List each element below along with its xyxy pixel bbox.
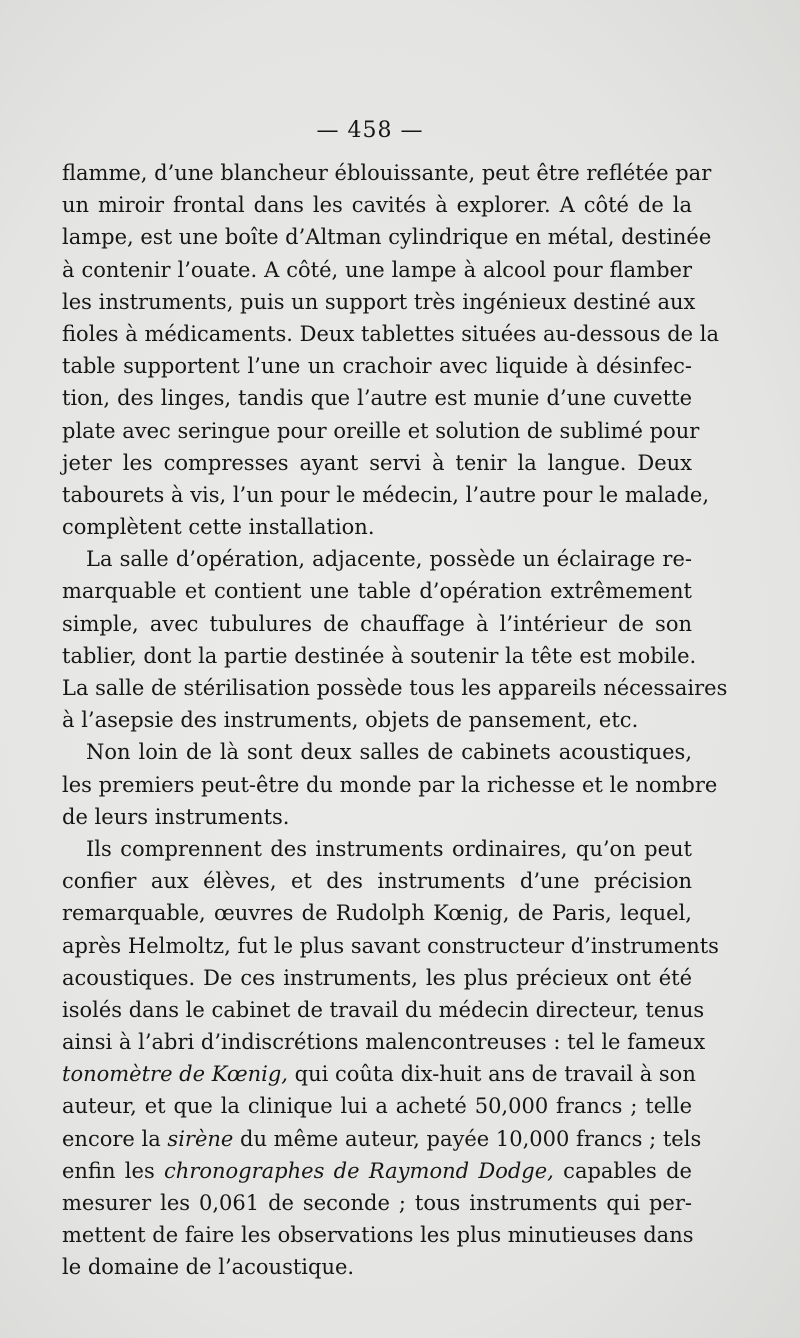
italic-term: sirène xyxy=(167,1126,234,1151)
italic-term: tonomètre de Kœnig, xyxy=(62,1062,288,1087)
text-line: La salle de stérilisation possède tous les appareils nécessaires xyxy=(62,676,728,700)
text-line: simple, avec tubulures de chauffage à l’intérieur de son xyxy=(62,611,692,636)
text-line: mettent de faire les observations les plus minutieuses dans xyxy=(62,1223,694,1248)
text-run: encore la xyxy=(62,1126,168,1151)
page-number: — 458 — xyxy=(316,118,424,143)
text-line: mesurer les 0,061 de seconde ; tous instruments qui per- xyxy=(62,1191,692,1215)
italic-term: chronographes de Raymond Dodge, xyxy=(164,1158,554,1183)
text-line: lampe, est une boîte d’Altman cylindrique en métal, destinée xyxy=(62,225,712,250)
paragraph-start: Non loin de là sont deux salles de cabinets acoustiques, xyxy=(86,740,692,765)
text-line: ainsi à l’abri d’indiscrétions malencontreuses : tel le fameux xyxy=(62,1030,706,1055)
paragraph-start: La salle d’opération, adjacente, possède un éclairage re- xyxy=(86,547,692,572)
text-line: tablier, dont la partie destinée à soutenir la tête est mobile. xyxy=(62,643,697,668)
text-line: confier aux élèves, et des instruments d’une précision xyxy=(62,869,692,894)
text-line: auteur, et que la clinique lui a acheté 50,000 francs ; telle xyxy=(62,1094,692,1119)
text-line: remarquable, œuvres de Rudolph Kœnig, de Paris, lequel, xyxy=(62,901,692,926)
text-line: de leurs instruments. xyxy=(62,804,290,829)
text-line: les premiers peut-être du monde par la richesse et le nombre xyxy=(62,772,718,797)
paragraph-start: Ils comprennent des instruments ordinaires, qu’on peut xyxy=(86,836,692,861)
text-line: table supportent l’une un crachoir avec liquide à désinfec- xyxy=(62,354,692,379)
text-line: marquable et contient une table d’opération extrêmement xyxy=(62,579,692,604)
text-line: les instruments, puis un support très ingénieux destiné aux xyxy=(62,289,696,314)
text-line: tabourets à vis, l’un pour le médecin, l’autre pour le malade, xyxy=(62,482,710,507)
body-text xyxy=(62,157,728,1284)
text-line: un miroir frontal dans les cavités à explorer. A côté de la xyxy=(62,193,692,218)
text-line: complètent cette installation. xyxy=(62,515,375,540)
text-run: du même auteur, payée 10,000 francs ; tels xyxy=(233,1126,702,1151)
text-line: le domaine de l’acoustique. xyxy=(62,1255,355,1280)
text-line: flamme, d’une blancheur éblouissante, peut être reflétée par xyxy=(62,161,712,185)
text-line: à l’asepsie des instruments, objets de pansement, etc. xyxy=(62,708,639,733)
text-line: tion, des linges, tandis que l’autre est munie d’une cuvette xyxy=(62,386,692,411)
text-run: enfin les xyxy=(62,1158,165,1183)
text-line xyxy=(62,1155,692,1187)
text-line xyxy=(62,1123,702,1155)
text-line: après Helmoltz, fut le plus savant constructeur d’instruments xyxy=(62,933,719,958)
text-line: fioles à médicaments. Deux tablettes situées au-dessous de la xyxy=(62,321,719,346)
text-line: jeter les compresses ayant servi à tenir la langue. Deux xyxy=(62,450,692,475)
text-run: capables de xyxy=(553,1158,692,1183)
text-line xyxy=(62,1058,696,1090)
text-line: plate avec seringue pour oreille et solution de sublimé pour xyxy=(62,418,700,443)
text-line: acoustiques. De ces instruments, les plus précieux ont été xyxy=(62,965,692,990)
text-line: isolés dans le cabinet de travail du médecin directeur, tenus xyxy=(62,997,705,1022)
text-line: à contenir l’ouate. A côté, une lampe à alcool pour flamber xyxy=(62,257,692,282)
text-run: qui coûta dix-huit ans de travail à son xyxy=(287,1062,696,1087)
